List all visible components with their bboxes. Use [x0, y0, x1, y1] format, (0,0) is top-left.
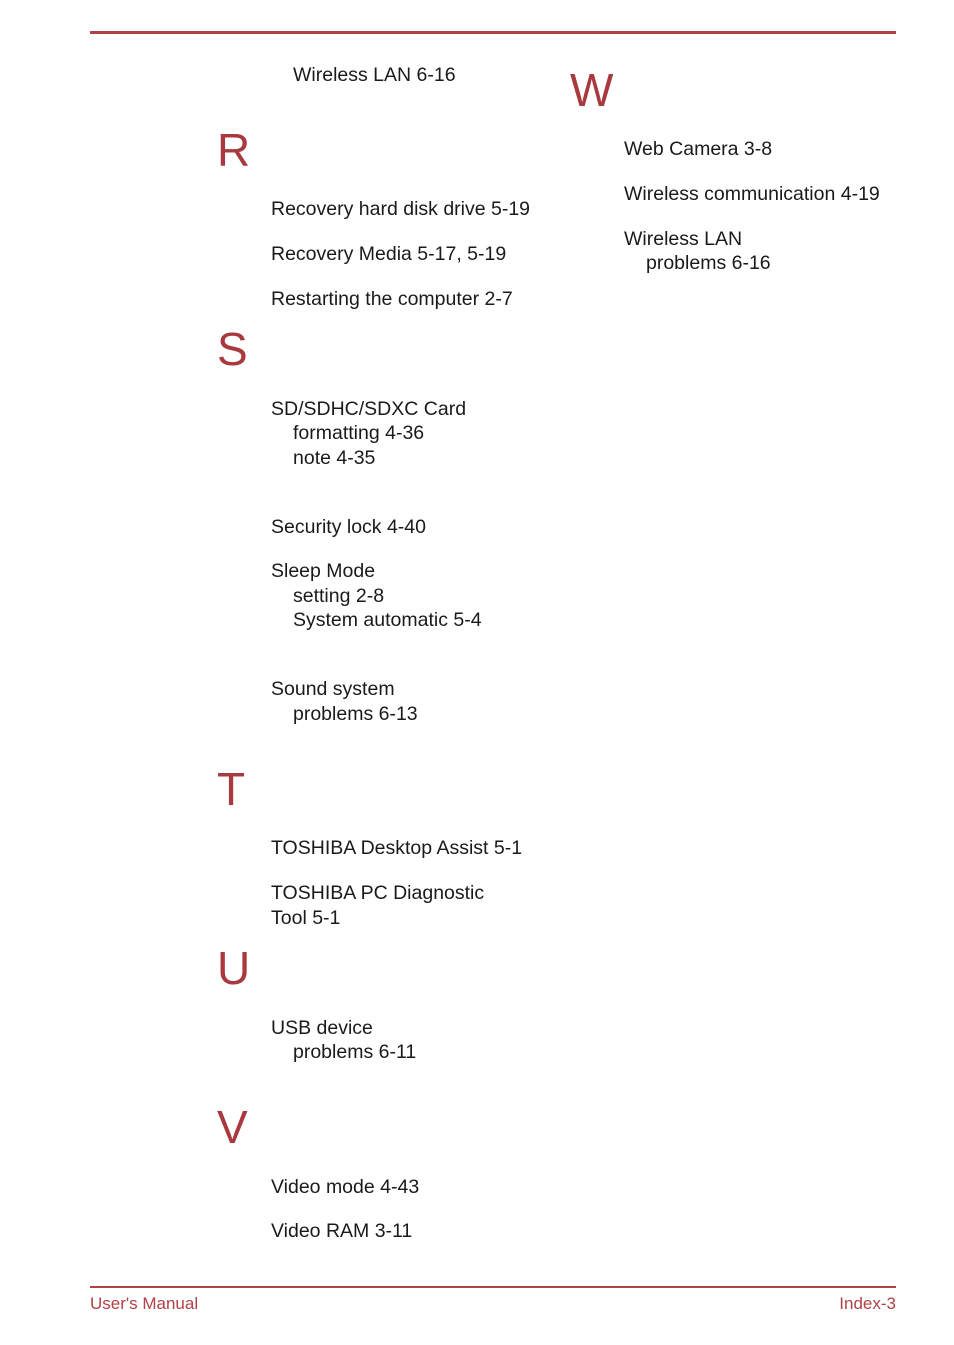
footer-manual-title: User's Manual — [90, 1294, 199, 1313]
index-entry: TOSHIBA Desktop Assist 5-1 — [271, 837, 523, 859]
index-entry: Security lock 4-40 — [271, 516, 426, 538]
index-subentry: problems 6-11 — [293, 1041, 417, 1063]
footer-rule — [90, 1286, 896, 1288]
section-letter-r: R — [217, 124, 251, 176]
index-entry: Sleep Mode — [271, 560, 376, 582]
footer-page-number: Index-3 — [839, 1294, 896, 1313]
index-entry: USB device — [271, 1017, 373, 1039]
index-entry: Recovery hard disk drive 5-19 — [271, 198, 531, 220]
index-subentry: problems 6-13 — [293, 703, 418, 725]
section-letter-v: V — [217, 1101, 248, 1153]
index-subentry: System automatic 5-4 — [293, 609, 482, 631]
index-subentry: note 4-35 — [293, 447, 376, 469]
index-entry: Web Camera 3-8 — [624, 138, 773, 160]
index-entry: Sound system — [271, 678, 395, 700]
index-subentry: problems 6-16 — [646, 252, 771, 274]
index-entry-continuation: Wireless LAN 6-16 — [293, 64, 456, 86]
index-entry: TOSHIBA PC Diagnostic — [271, 882, 485, 904]
index-entry: Video mode 4-43 — [271, 1176, 420, 1198]
section-letter-w: W — [570, 64, 614, 116]
index-entry: Recovery Media 5-17, 5-19 — [271, 243, 507, 265]
index-entry: SD/SDHC/SDXC Card — [271, 398, 467, 420]
index-entry-wrapped: Tool 5-1 — [271, 907, 341, 929]
index-entry: Video RAM 3-11 — [271, 1220, 413, 1242]
header-rule — [90, 31, 896, 34]
index-entry: Restarting the computer 2-7 — [271, 288, 513, 310]
index-subentry: setting 2-8 — [293, 585, 385, 607]
section-letter-u: U — [217, 942, 251, 994]
section-letter-t: T — [217, 763, 246, 815]
index-entry: Wireless communication 4-19 — [624, 183, 880, 205]
index-subentry: formatting 4-36 — [293, 422, 425, 444]
index-entry: Wireless LAN — [624, 228, 743, 250]
section-letter-s: S — [217, 323, 248, 375]
